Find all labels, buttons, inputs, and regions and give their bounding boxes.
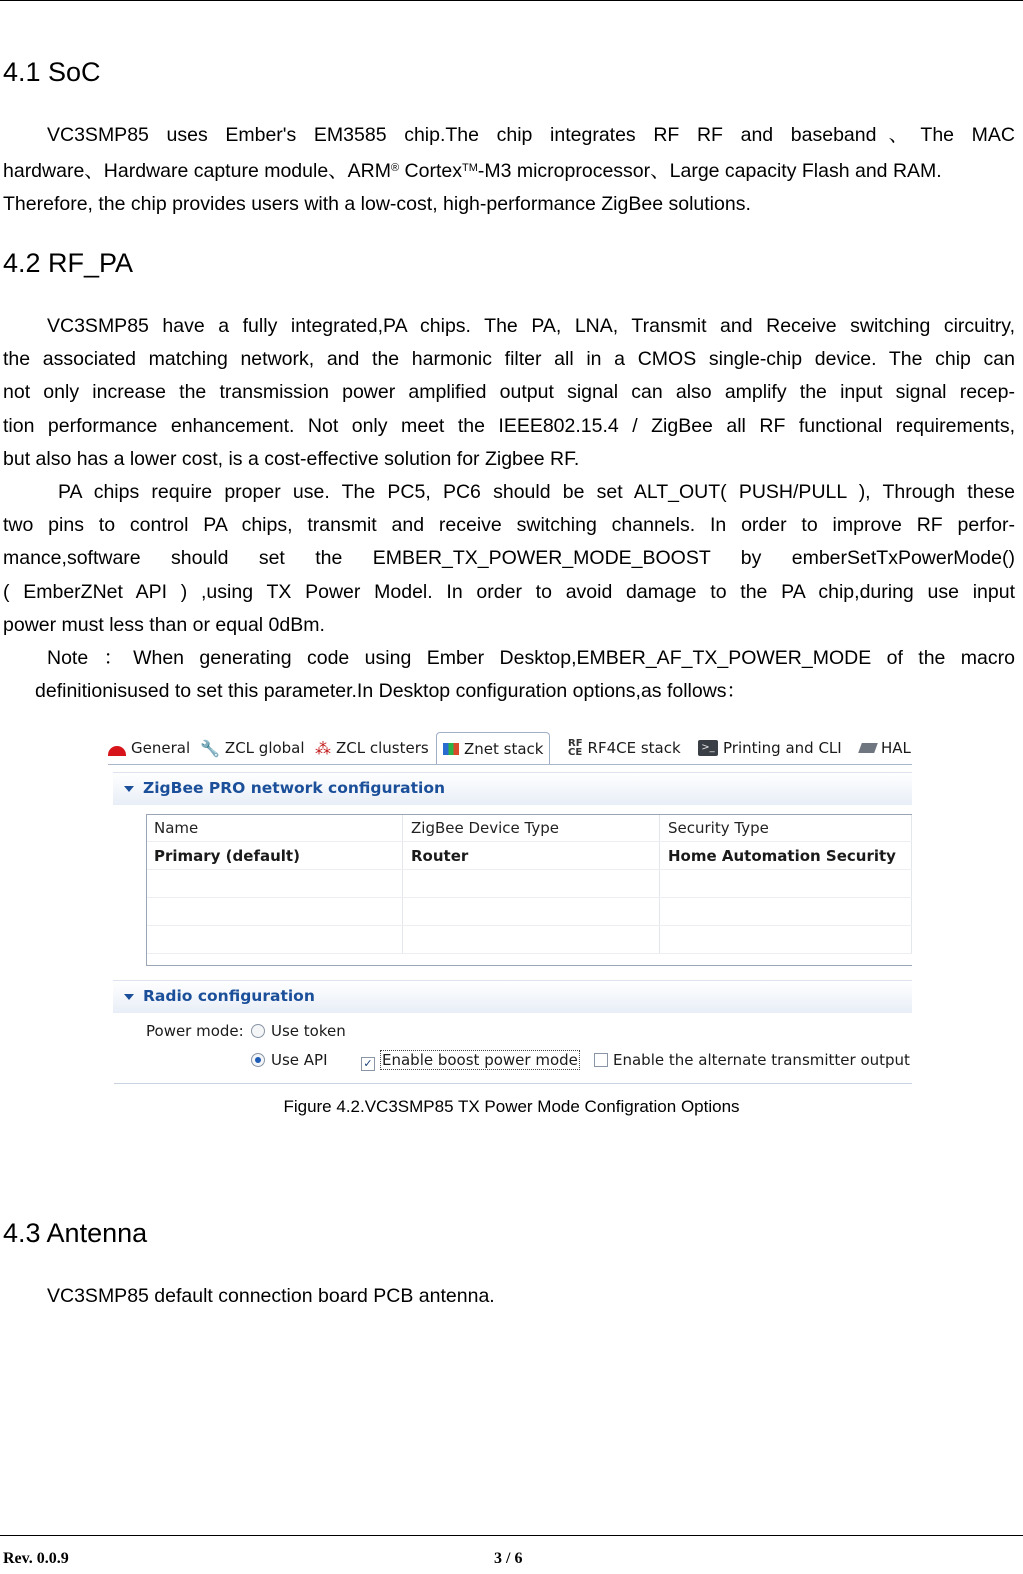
heading-4-3: 4.3 Antenna — [3, 1218, 148, 1248]
figure-caption: Figure 4.2.VC3SMP85 TX Power Mode Configration Options — [283, 1097, 740, 1116]
config-screenshot — [108, 730, 912, 1087]
checkbox-icon — [594, 1053, 608, 1067]
use-api-radio[interactable]: Use API — [251, 1051, 328, 1069]
soc-line-2: hardware、Hardware capture module、ARM® Cortex™-M3 microprocessor、Large capacity Flash and RAM. — [3, 160, 942, 183]
tab-rf4ce-stack[interactable]: RF CE RF4CE stack — [568, 738, 681, 758]
rfpa-line: two pins to control PA chips, transmit and receive switching channels. In order to improve RF perfor- — [3, 514, 1015, 537]
col-security-type: Security Type — [660, 814, 912, 842]
rfpa-line: VC3SMP85 have a fully integrated,PA chips. The PA, LNA, Transmit and Receive switching circuitry, — [47, 315, 1015, 337]
cell-name: Primary (default) — [146, 842, 403, 870]
tab-printing-cli[interactable]: >_ Printing and CLI — [698, 734, 842, 762]
power-mode-label: Power mode: — [146, 1022, 244, 1040]
radio-section-header[interactable]: Radio configuration — [113, 980, 912, 1013]
rfpa-line: but also has a lower cost, is a cost-effective solution for Zigbee RF. — [3, 447, 580, 470]
boost-power-checkbox[interactable]: ✓ Enable boost power mode — [361, 1051, 580, 1071]
alt-transmitter-checkbox[interactable]: Enable the alternate transmitter output — [594, 1051, 910, 1069]
rfpa-line: ( EmberZNet API ) ,using TX Power Model. In order to avoid damage to the PA chip,during use input — [3, 580, 1015, 603]
table-row — [146, 898, 912, 926]
footer-rule — [0, 1535, 1023, 1536]
tab-znet-stack[interactable]: Znet stack — [436, 732, 550, 764]
table-header — [146, 814, 912, 842]
network-section-header[interactable]: ZigBee PRO network configuration — [113, 772, 912, 805]
rfpa-line: PA chips require proper use. The PC5, PC6 should be set ALT_OUT( PUSH/PULL ), Through these — [58, 481, 1015, 504]
soc-paragraph — [3, 119, 1015, 222]
tab-zcl-clusters[interactable]: ⁂ ZCL clusters — [315, 738, 429, 758]
table-row[interactable] — [146, 842, 912, 870]
rfpa-line: power must less than or equal 0dBm. — [3, 613, 325, 636]
rfpa-line: not only increase the transmission power amplified output signal can also amplify the input signal recep- — [3, 381, 1015, 404]
soc-line-1: VC3SMP85 uses Ember's EM3585 chip.The chip integrates RF RF and baseband、The MAC — [47, 124, 1015, 146]
heading-4-2: 4.2 RF_PA — [3, 248, 134, 278]
footer-revision: Rev. 0.0.9 — [3, 1550, 69, 1567]
rfpa-line: Note ：When generating code using Ember Desktop,EMBER_AF_TX_POWER_MODE of the macro — [47, 647, 1015, 670]
soc-line-3: Therefore, the chip provides users with a low-cost, high-performance ZigBee solutions. — [3, 193, 751, 216]
rfpa-paragraph — [3, 310, 1015, 708]
tab-hal[interactable]: HAL — [860, 734, 911, 762]
heading-4-1: 4.1 SoC — [3, 57, 101, 87]
cell-device-type: Router — [403, 842, 660, 870]
table-row — [146, 870, 912, 898]
col-name: Name — [146, 814, 403, 842]
rfpa-line: tion performance enhancement. Not only meet the IEEE802.15.4 / ZigBee all RF functional requirements, — [3, 414, 1015, 437]
tab-bar — [108, 730, 912, 765]
rfpa-line: the associated matching network, and the harmonic filter all in a CMOS single-chip device. The chip can — [3, 348, 1015, 371]
chip-icon — [858, 743, 878, 753]
section-divider — [114, 1083, 912, 1084]
rfpa-line: definitionisused to set this parameter.In Desktop configuration options,as follows： — [35, 680, 747, 703]
wrench-icon: 🔧 — [200, 738, 220, 758]
radio-icon — [251, 1024, 265, 1038]
collapse-triangle-icon — [124, 786, 134, 792]
stack-icon — [443, 743, 459, 755]
col-device-type: ZigBee Device Type — [403, 814, 660, 842]
rf4ce-icon: RF CE — [568, 738, 583, 758]
footer-page-number: 3 / 6 — [494, 1550, 523, 1567]
top-rule — [0, 0, 1023, 1]
radio-selected-icon — [251, 1053, 265, 1067]
collapse-triangle-icon — [124, 994, 134, 1000]
cell-security-type: Home Automation Security — [660, 842, 912, 870]
rfpa-line: mance,software should set the EMBER_TX_POWER_MODE_BOOST by emberSetTxPowerMode() — [3, 547, 1015, 570]
terminal-icon: >_ — [698, 740, 718, 756]
network-table — [146, 814, 912, 954]
use-token-radio[interactable]: Use token — [251, 1022, 346, 1040]
cluster-icon: ⁂ — [315, 738, 331, 758]
antenna-paragraph: VC3SMP85 default connection board PCB antenna. — [47, 1285, 495, 1307]
table-row — [146, 926, 912, 954]
general-icon — [108, 746, 126, 756]
tab-general[interactable]: General — [108, 734, 190, 762]
tab-zcl-global[interactable]: 🔧 ZCL global — [200, 738, 305, 758]
checkbox-checked-icon: ✓ — [361, 1057, 375, 1071]
